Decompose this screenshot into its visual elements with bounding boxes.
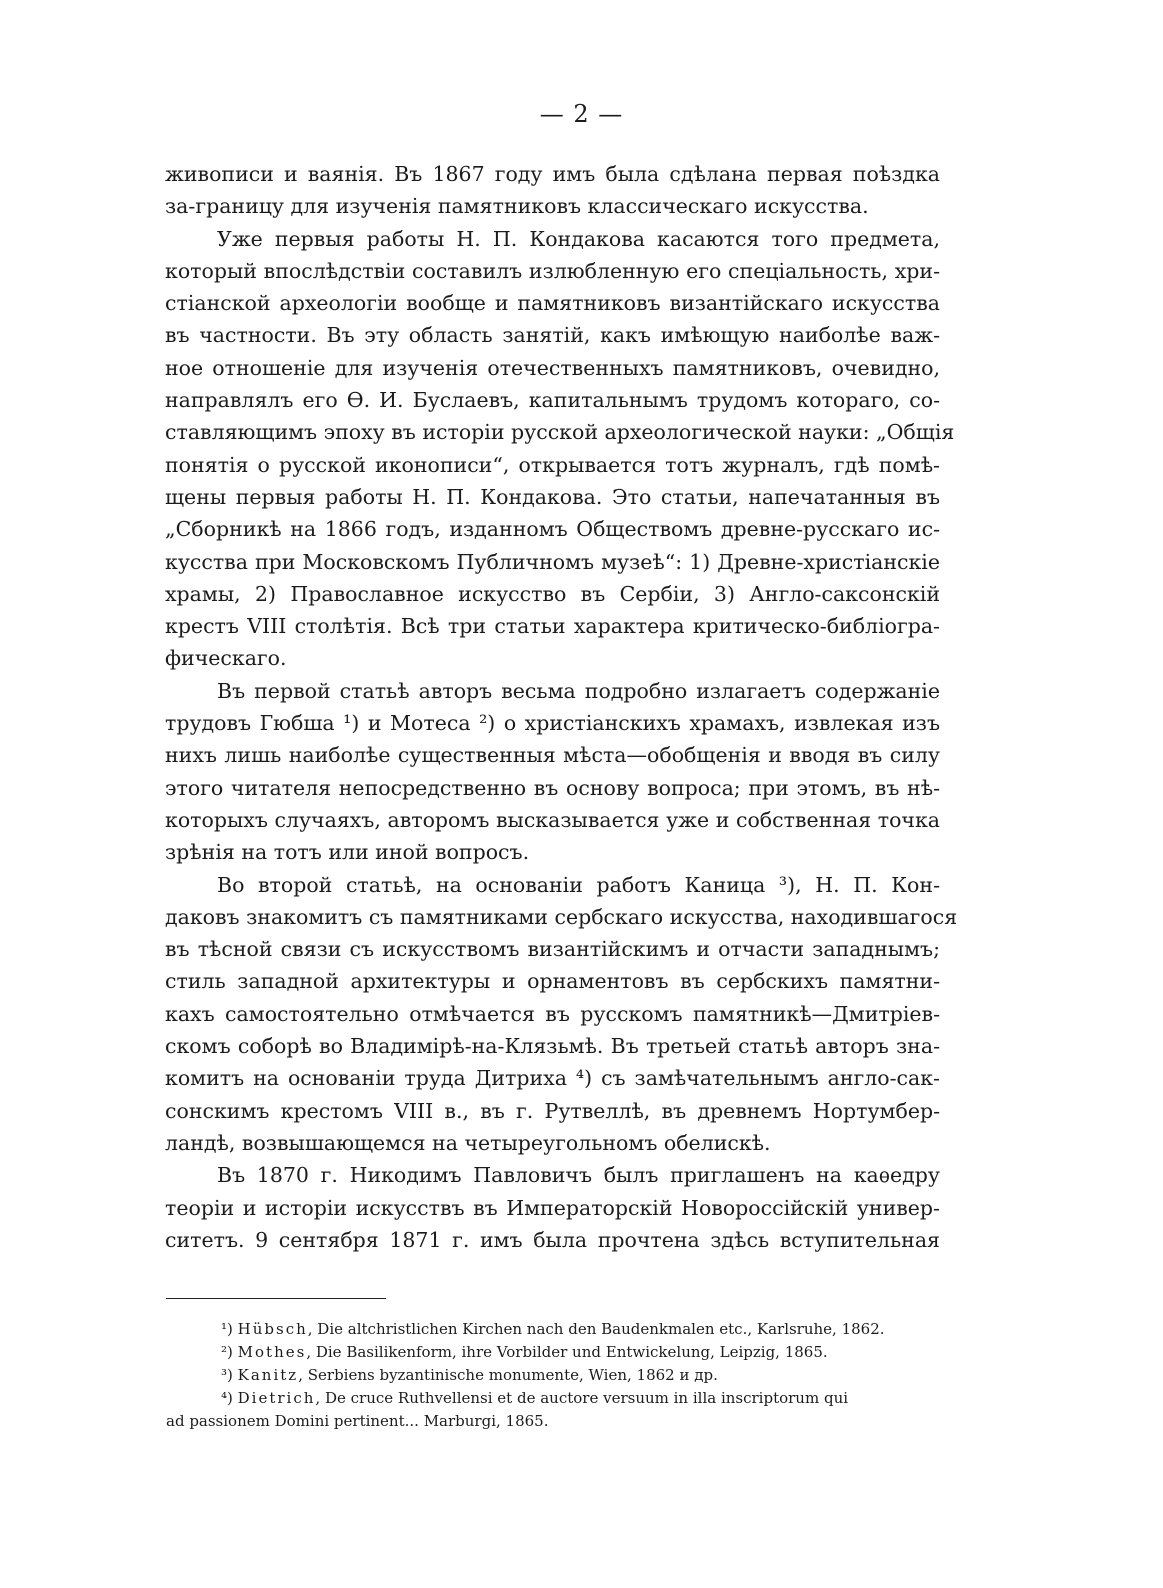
text-line: сонскимъ крестомъ VIII в., въ г. Рутвеллѣ, въ древнемъ Нортумбер- (165, 1098, 940, 1123)
text-line: трудовъ Гюбша ¹) и Мотеса ²) о христіанскихъ храмахъ, извлекая изъ (165, 711, 940, 736)
text-line: живописи и ваянія. Въ 1867 году имъ была сдѣлана первая поѣздка (165, 162, 940, 186)
text-line: стіанской археологіи вообще и памятниковъ византійскаго искусства (165, 291, 940, 316)
footnote-text: , De cruce Ruthvellensi et de auctore versuum in illa inscriptorum qui (315, 1389, 849, 1407)
text-line: комитъ на основаніи труда Дитриха ⁴) съ замѣчательнымъ англо-сак- (165, 1066, 940, 1091)
text-line: крестъ VIII столѣтія. Всѣ три статьи характера критическо-библіогра- (165, 614, 940, 639)
text-line: направлялъ его Ѳ. И. Буслаевъ, капитальнымъ трудомъ котораго, со- (165, 388, 940, 413)
footnote (166, 1318, 941, 1341)
text-line: въ тѣсной связи съ искусствомъ византійскимъ и отчасти западнымъ; (165, 937, 940, 962)
text-line: ландѣ, возвышающемся на четыреугольномъ обелискѣ. (165, 1130, 771, 1155)
footnote (166, 1364, 941, 1387)
text-line: который впослѣдствіи составилъ излюбленную его спеціальность, хри- (165, 258, 940, 283)
footnote-text: , Die altchristlichen Kirchen nach den Baudenkmalen etc., Karlsruhe, 1862. (307, 1320, 885, 1338)
text-line: храмы, 2) Православное искусство въ Сербіи, 3) Англо-саксонскій (165, 581, 940, 606)
footnote-text: , Die Basilikenform, ihre Vorbilder und Entwickelung, Leipzig, 1865. (306, 1343, 828, 1361)
text-line: фическаго. (165, 646, 287, 671)
footnote-author: Dietrich (237, 1389, 316, 1407)
footnotes (166, 1318, 941, 1433)
footnote-continuation (166, 1410, 941, 1433)
text-line: которыхъ случаяхъ, авторомъ высказывается уже и собственная точка (165, 807, 940, 832)
text-line: Въ первой статьѣ авторъ весьма подробно излагаетъ содержаніе (217, 678, 940, 703)
footnote-mark: ⁴) (221, 1389, 233, 1407)
footnote-mark: ³) (221, 1366, 233, 1384)
text-line: теоріи и исторіи искусствъ въ Императорскій Новороссійскій универ- (165, 1195, 940, 1220)
text-line: ставляющимъ эпоху въ исторіи русской археологической науки: „Общія (165, 420, 955, 445)
footnote-mark: ²) (221, 1343, 233, 1361)
text-line: за-границу для изученія памятниковъ классическаго искусства. (165, 194, 869, 219)
footnote-author: Hübsch (237, 1320, 308, 1338)
footnote-divider (166, 1298, 386, 1299)
text-line: стиль западной архитектуры и орнаментовъ въ сербскихъ памятни- (165, 969, 940, 994)
page-number: — 2 — (539, 100, 624, 128)
footnote-author: Kanitz (237, 1366, 299, 1384)
text-line: понятія о русской иконописи“, открывается тотъ журналъ, гдѣ помѣ- (165, 452, 940, 477)
text-line: кахъ самостоятельно отмѣчается въ русскомъ памятникѣ—Дмитріев- (165, 1001, 940, 1026)
text-line: Въ 1870 г. Никодимъ Павловичъ былъ приглашенъ на каѳедру (217, 1163, 940, 1188)
footnote-mark: ¹) (221, 1320, 233, 1338)
footnote (166, 1387, 941, 1410)
footnote-author: Mothes (237, 1343, 307, 1361)
text-line: „Сборникѣ на 1866 годъ, изданномъ Обществомъ древне-русскаго ис- (165, 517, 940, 542)
text-line: щены первыя работы Н. П. Кондакова. Это статьи, напечатанныя въ (165, 484, 940, 509)
body-text (165, 158, 958, 1256)
text-line: кусства при Московскомъ Публичномъ музеѣ“: 1) Древне-христіанскіе (165, 549, 940, 574)
footnote-text: , Serbiens byzantinische monumente, Wien, 1862 и др. (298, 1366, 718, 1384)
text-line: ное отношеніе для изученія отечественныхъ памятниковъ, очевидно, (165, 355, 940, 380)
text-line: зрѣнія на тотъ или иной вопросъ. (165, 840, 530, 865)
text-line: Уже первыя работы Н. П. Кондакова касаются того предмета, (217, 226, 940, 251)
footnote (166, 1341, 941, 1364)
text-line: скомъ соборѣ во Владимірѣ-на-Клязьмѣ. Въ третьей статьѣ авторъ зна- (165, 1034, 940, 1059)
text-line: нихъ лишь наиболѣе существенныя мѣста—обобщенія и вводя въ силу (165, 743, 940, 768)
text-line: ситетъ. 9 сентября 1871 г. имъ была прочтена здѣсь вступительная (165, 1227, 940, 1252)
text-line: даковъ знакомитъ съ памятниками сербскаго искусства, находившагося (165, 904, 958, 929)
text-line: въ частности. Въ эту область занятій, какъ имѣющую наиболѣе важ- (165, 323, 940, 348)
footnote-text: ad passionem Domini pertinent... Marburgi, 1865. (166, 1412, 549, 1430)
text-line: этого читателя непосредственно въ основу вопроса; при этомъ, въ нѣ- (165, 775, 940, 800)
text-line: Во второй статьѣ, на основаніи работъ Каница ³), Н. П. Кон- (217, 872, 940, 897)
